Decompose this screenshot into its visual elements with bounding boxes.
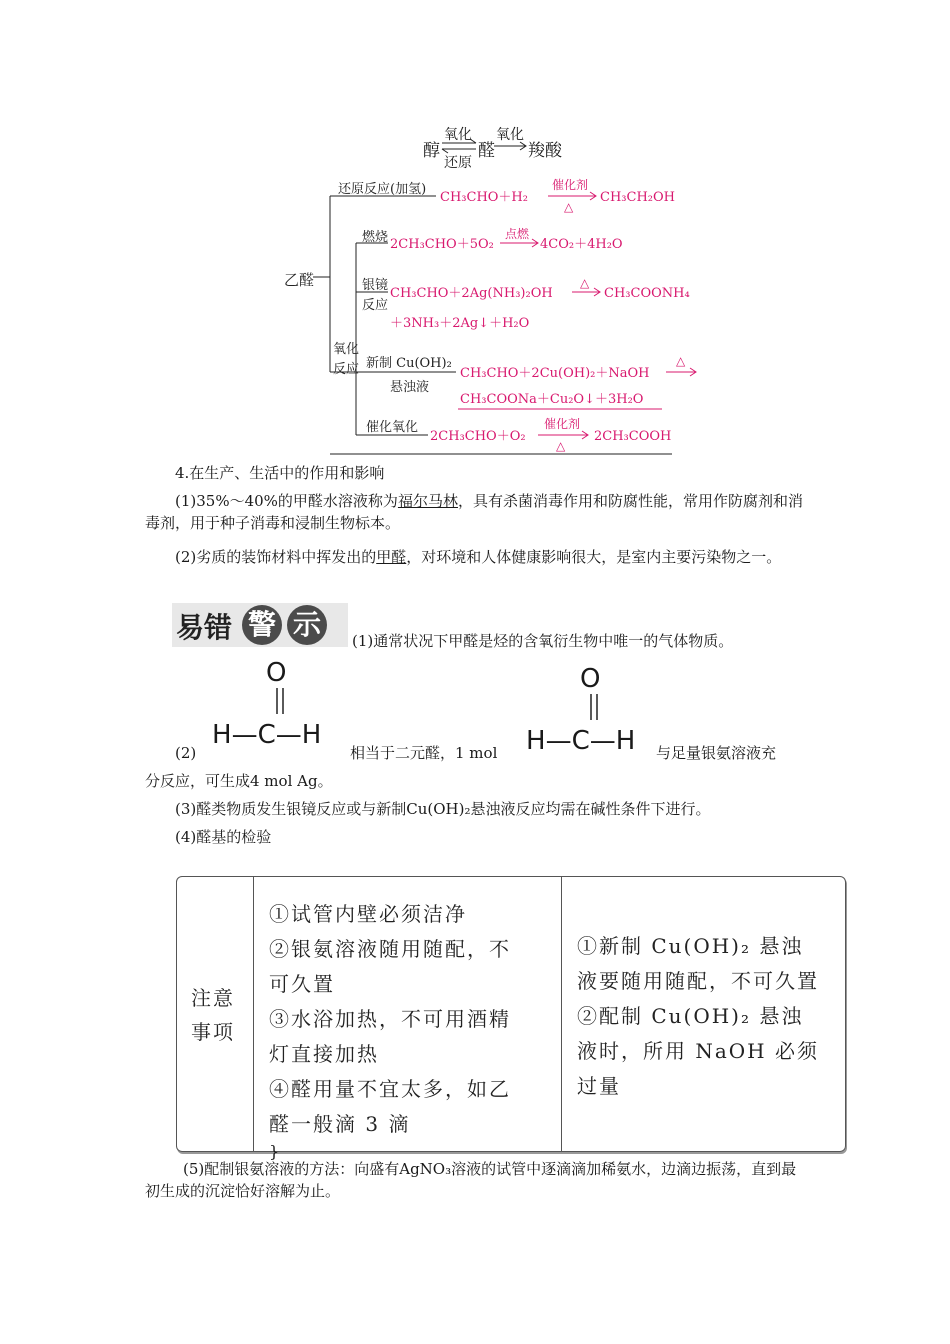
oxidation-label-1: 氧化 xyxy=(333,342,360,357)
catalytic-left: 2CH₃CHO＋O₂ xyxy=(430,429,526,444)
section4-p1: (1)35%～40%的甲醛水溶液称为福尔马林，具有杀菌消毒作用和防腐性能，常用作防腐剂和消毒剂，用于种子消毒和浸制生物标本。 xyxy=(145,492,803,532)
table-col1-line: ②银氨溶液随用随配，不 xyxy=(269,937,511,961)
copper-cond: △ xyxy=(676,354,686,368)
mirror-line1-right: CH₃COONH₄ xyxy=(604,286,690,301)
table-divider-2 xyxy=(561,877,562,1151)
chain-red: 还原 xyxy=(444,155,472,171)
reduction-cond-bottom: △ xyxy=(564,200,574,214)
warning-circle-1: 警 xyxy=(242,605,282,645)
table-col1: ①试管内壁必须洁净 ②银氨溶液随用随配，不 可久置 ③水浴加热，不可用酒精 灯直接加热 ④醛用量不宜太多，如乙 醛一般滴 3 滴 } xyxy=(269,897,554,1161)
table-header-1: 注意 xyxy=(191,986,235,1010)
table-col1-line: ④醛用量不宜太多，如乙 xyxy=(269,1077,511,1101)
warning-circle-2: 示 xyxy=(287,605,327,645)
table-col1-line: ①试管内壁必须洁净 xyxy=(269,902,467,926)
copper-line2: CH₃COONa＋Cu₂O↓＋3H₂O xyxy=(460,392,644,407)
oxidation-label-2: 反应 xyxy=(333,362,360,377)
reduction-label: 还原反应(加氢) xyxy=(338,182,427,197)
warning-item4: (4)醛基的检验 xyxy=(175,828,272,846)
table-col2 xyxy=(577,929,839,1104)
table-col1-line: 灯直接加热 xyxy=(269,1042,379,1066)
warning-item2-mid: 相当于二元醛，1 mol xyxy=(350,744,498,762)
table-col2-line: 过量 xyxy=(577,1074,621,1098)
reduction-left: CH₃CHO＋H₂ xyxy=(440,190,528,205)
section4-p2: (2)劣质的装饰材料中挥发出的甲醛，对环境和人体健康影响很大，是室内主要污染物之一。 xyxy=(175,548,782,566)
reduction-cond-top: 催化剂 xyxy=(552,178,589,192)
warning-item3: (3)醛类物质发生银镜反应或与新制Cu(OH)₂悬浊液反应均需在碱性条件下进行。 xyxy=(175,800,711,818)
catalytic-right: 2CH₃COOH xyxy=(594,429,672,444)
mirror-label-2: 反应 xyxy=(362,298,389,313)
mirror-cond: △ xyxy=(580,276,590,290)
burn-left: 2CH₃CHO＋5O₂ xyxy=(390,237,494,252)
burn-label: 燃烧 xyxy=(362,230,389,245)
table-col1-line: 可久置 xyxy=(269,972,335,996)
catalytic-label: 催化氧化 xyxy=(366,420,419,435)
warning-title: 易错 xyxy=(176,611,233,644)
warning-item2-tail: 与足量银氨溶液充 xyxy=(656,744,777,762)
table-divider-1 xyxy=(253,877,254,1151)
warning-banner xyxy=(172,603,348,647)
table-col1-line: ③水浴加热，不可用酒精 xyxy=(269,1007,511,1031)
table-col2-line: ①新制 Cu(OH)₂ 悬浊 xyxy=(577,934,804,958)
item5: (5)配制银氨溶液的方法：向盛有AgNO₃溶液的试管中逐滴滴加稀氨水，边滴边振荡，直到最初生成的沉淀恰好溶解为止。 xyxy=(145,1160,797,1200)
chain-aldehyde: 醛 xyxy=(478,141,495,161)
burn-right: 4CO₂＋4H₂O xyxy=(540,237,623,252)
copper-label-2: 悬浊液 xyxy=(390,380,430,395)
copper-underline xyxy=(458,408,666,412)
root-acetaldehyde: 乙醛 xyxy=(284,271,315,289)
table-col1-line: 醛一般滴 3 滴 xyxy=(269,1112,411,1136)
section4-heading: 4.在生产、生活中的作用和影响 xyxy=(175,464,385,482)
mirror-line1: CH₃CHO＋2Ag(NH₃)₂OH xyxy=(390,286,553,301)
mirror-line2: ＋3NH₃＋2Ag↓＋H₂O xyxy=(390,316,530,331)
catalytic-cond-bottom: △ xyxy=(556,439,566,453)
copper-label-1: 新制 Cu(OH)₂ xyxy=(366,356,452,371)
aldehyde-test-table xyxy=(176,876,846,1161)
table-col2-line: 液时，所用 NaOH 必须 xyxy=(577,1039,819,1063)
warning-item1: (1)通常状况下甲醛是烃的含氧衍生物中唯一的气体物质。 xyxy=(352,632,734,650)
chain-ox2: 氧化 xyxy=(496,127,524,143)
mirror-label-1: 银镜 xyxy=(362,278,389,293)
chain-acid: 羧酸 xyxy=(528,141,562,161)
warning-item2-line2: 分反应，可生成4 mol Ag。 xyxy=(145,772,333,790)
table-col2-line: ②配制 Cu(OH)₂ 悬浊 xyxy=(577,1004,804,1028)
burn-cond: 点燃 xyxy=(505,227,530,241)
table-header-2: 事项 xyxy=(191,1020,235,1044)
chain-alcohol: 醇 xyxy=(423,141,440,161)
table-col2-line: 液要随用随配，不可久置 xyxy=(577,969,819,993)
reduction-right: CH₃CH₂OH xyxy=(600,190,675,205)
catalytic-cond-top: 催化剂 xyxy=(544,417,581,431)
copper-line1: CH₃CHO＋2Cu(OH)₂＋NaOH xyxy=(460,366,650,381)
warning-item2-prefix: (2) xyxy=(175,744,197,762)
chain-ox1: 氧化 xyxy=(444,127,472,143)
